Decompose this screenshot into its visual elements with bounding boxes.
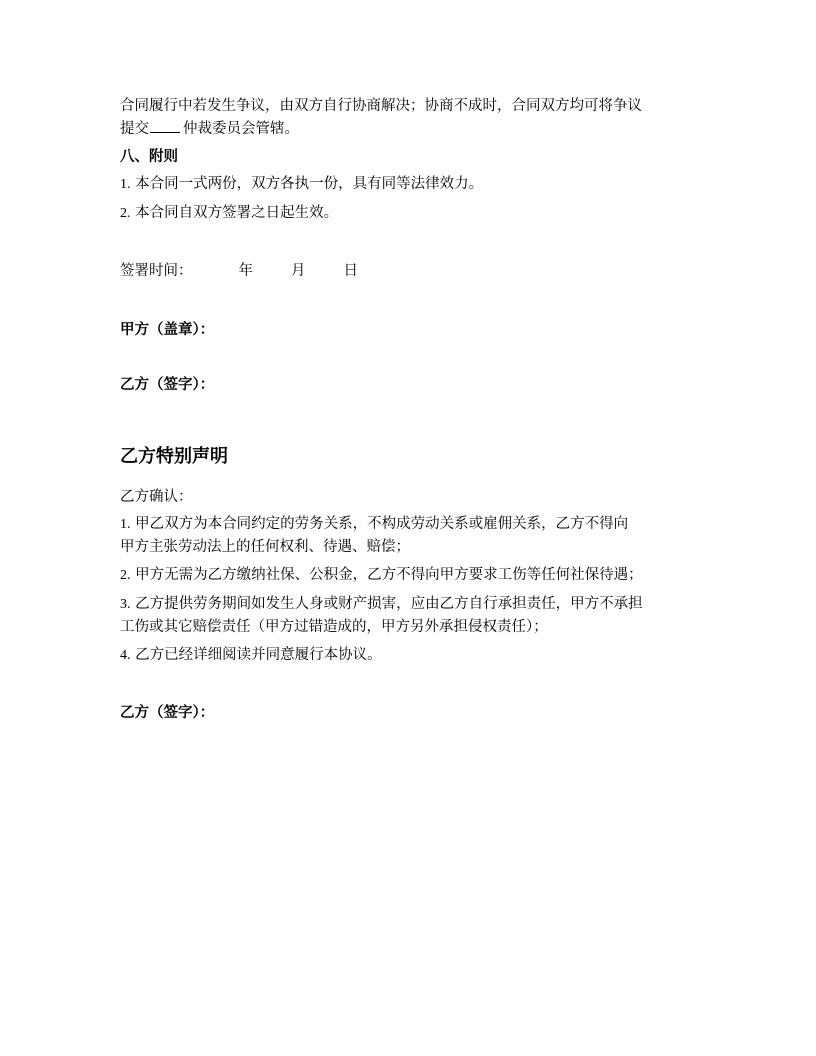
item-text: 乙方已经详细阅读并同意履行本协议。 [135, 647, 382, 663]
dispute-line-2 [120, 118, 299, 139]
item-text: 乙方提供劳务期间如发生人身或财产损害，应由乙方自行承担责任，甲方不承担 [135, 596, 643, 612]
party-b-signature: 乙方（签字）： [120, 377, 215, 393]
declaration-confirm: 乙方确认： [120, 489, 193, 505]
supplementary-item-1 [120, 174, 483, 195]
year-label: 年 [238, 263, 253, 279]
declaration-item-4 [120, 645, 382, 666]
item-number: 4. [120, 648, 131, 663]
item-number: 1. [120, 177, 131, 192]
month-label: 月 [291, 263, 306, 279]
item-number: 2. [120, 568, 131, 583]
signing-date [120, 261, 358, 281]
declaration-item-2 [120, 565, 643, 586]
declaration-party-b-signature: 乙方（签字）： [120, 705, 215, 721]
item-number: 3. [120, 597, 131, 612]
item-text: 甲乙双方为本合同约定的劳务关系，不构成劳动关系或雇佣关系，乙方不得向 [135, 516, 629, 532]
signing-date-label: 签署时间： [120, 263, 193, 279]
item-number: 1. [120, 517, 131, 532]
arbitration-blank [150, 118, 180, 133]
declaration-title: 乙方特别声明 [120, 446, 228, 467]
dispute-prefix: 提交 [120, 121, 149, 137]
party-a-seal: 甲方（盖章）： [120, 322, 215, 338]
declaration-item-1 [120, 514, 628, 535]
day-label: 日 [343, 263, 358, 279]
item-text: 甲方无需为乙方缴纳社保、公积金，乙方不得向甲方要求工伤等任何社保待遇； [135, 567, 643, 583]
item-text: 本合同自双方签署之日起生效。 [135, 205, 339, 221]
dispute-suffix: 仲裁委员会管辖。 [183, 121, 299, 137]
supplementary-item-2 [120, 203, 338, 224]
item-text: 本合同一式两份，双方各执一份，具有同等法律效力。 [135, 176, 484, 192]
section-title-supplementary: 八、附则 [120, 149, 178, 165]
declaration-item-1-cont: 甲方主张劳动法上的任何权利、待遇、赔偿； [120, 539, 410, 555]
dispute-line-1: 合同履行中若发生争议，由双方自行协商解决；协商不成时，合同双方均可将争议 [120, 98, 642, 114]
declaration-item-3 [120, 594, 643, 615]
declaration-item-3-cont: 工伤或其它赔偿责任（甲方过错造成的，甲方另外承担侵权责任）； [120, 619, 548, 635]
item-number: 2. [120, 206, 131, 221]
